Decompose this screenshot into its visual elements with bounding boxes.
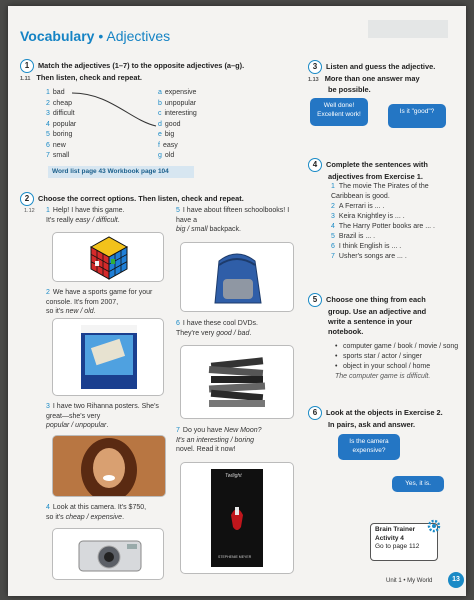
ex6-instructions bbox=[308, 406, 463, 430]
ex1-number: 1 bbox=[20, 59, 34, 73]
brain-trainer-page: Go to page 112 bbox=[375, 543, 420, 550]
backpack-image bbox=[180, 242, 294, 312]
ex1-right-item: d good bbox=[158, 120, 181, 128]
ex4-item: 4 The Harry Potter books are ... . bbox=[331, 223, 435, 230]
brain-trainer-activity: Activity 4 bbox=[375, 534, 404, 542]
header-strip bbox=[368, 20, 448, 38]
gear-icon bbox=[426, 518, 442, 534]
ex2-item-6: 6 I have these cool DVDs. They're very good / bad. bbox=[176, 320, 258, 337]
ex2-item-1: 1 Help! I have this game. It's really easy / difficult. bbox=[46, 207, 125, 224]
ex4-number: 4 bbox=[308, 158, 322, 172]
ex2-track: 1.12 bbox=[24, 208, 35, 214]
ex1-line2: Then listen, check and repeat. bbox=[36, 73, 142, 82]
ex5-bullet: • sports star / actor / singer bbox=[335, 352, 460, 362]
speech-bubble-yes-it-is: Yes, it is. bbox=[392, 476, 444, 492]
ex5-line4: notebook. bbox=[328, 327, 364, 336]
poster-portrait-image bbox=[52, 435, 166, 497]
title-main: Vocabulary bbox=[20, 28, 95, 44]
ex4-list bbox=[331, 182, 456, 262]
ex4-instructions bbox=[308, 158, 458, 182]
ex5-line3: write a sentence in your bbox=[328, 317, 413, 326]
ex2-item-3: 3 I have two Rihanna posters. She's great—she's very popular / unpopular. bbox=[46, 403, 159, 429]
ex1-left-item: 3 difficult bbox=[46, 110, 75, 117]
ex1-track: 1.11 bbox=[20, 76, 31, 82]
ex1-right-list bbox=[158, 88, 197, 162]
ex1-left-item: 2 cheap bbox=[46, 99, 72, 107]
ex5-bullet: • computer game / book / movie / song bbox=[335, 342, 460, 352]
ex4-line2: adjectives from Exercise 1. bbox=[328, 172, 423, 181]
ex1-left-item: 1 bad bbox=[46, 89, 65, 96]
ex6-line1: Look at the objects in Exercise 2. bbox=[326, 407, 443, 417]
ex1-left-item: 4 popular bbox=[46, 120, 77, 128]
title-sub: Adjectives bbox=[106, 28, 171, 44]
ex5-bullet: • object in your school / home bbox=[335, 362, 460, 372]
ex4-line1: Complete the sentences with bbox=[326, 159, 428, 169]
ex1-right-item: b unpopular bbox=[158, 99, 197, 107]
ex2-item-2: 2 We have a sports game for your console. It's from 2007, so it's new / old. bbox=[46, 289, 153, 315]
ex2-item-4: 4 Look at this camera. It's $750, so it's cheap / expensive. bbox=[46, 504, 147, 521]
ex6-line2: In pairs, ask and answer. bbox=[328, 420, 416, 429]
ex5-example: The computer game is difficult. bbox=[335, 373, 431, 380]
ex3-line1: Listen and guess the adjective. bbox=[326, 61, 436, 71]
textbook-page bbox=[8, 6, 466, 596]
speech-bubble-well-done: Well done! Excellent work! bbox=[310, 98, 368, 126]
camera-image bbox=[52, 528, 164, 580]
ex2-item-5: 5 I have about fifteen schoolbooks! I have a big / small backpack. bbox=[176, 207, 290, 233]
footer-unit: Unit 1 • My World bbox=[386, 578, 433, 584]
ex2-item-7: 7 Do you have New Moon? It's an interesting / boring novel. Read it now! bbox=[176, 427, 262, 453]
ex5-bullet-list bbox=[335, 342, 460, 382]
ex5-line2: group. Use an adjective and bbox=[328, 307, 427, 316]
ex6-number: 6 bbox=[308, 406, 322, 420]
ex1-right-item: c interesting bbox=[158, 110, 197, 117]
ex5-instructions bbox=[308, 293, 458, 337]
book-author: STEPHENIE MEYER bbox=[218, 555, 252, 559]
ex4-item: 3 Keira Knightley is ... . bbox=[331, 213, 405, 220]
dvd-stack-image bbox=[180, 345, 294, 419]
page-title bbox=[20, 28, 170, 44]
ex1-right-item: g old bbox=[158, 152, 175, 159]
ex3-number: 3 bbox=[308, 60, 322, 74]
game-case-image bbox=[52, 318, 164, 396]
ex4-item: 1 The movie The Pirates of the Caribbean is good. bbox=[331, 183, 429, 200]
speech-bubble-is-it-good: Is it "good"? bbox=[388, 104, 446, 128]
novel-cover-image bbox=[180, 462, 294, 574]
ex4-item: 6 I think English is ... . bbox=[331, 243, 402, 250]
ex2-line1: Choose the correct options. Then listen, check and repeat. bbox=[38, 193, 244, 203]
ex4-item: 5 Brazil is ... . bbox=[331, 233, 376, 240]
page-number: 13 bbox=[448, 572, 464, 588]
ex4-item: 7 Usher's songs are ... . bbox=[331, 253, 407, 260]
ex5-line1: Choose one thing from each bbox=[326, 294, 426, 304]
ex3-line2: More than one answer may bbox=[324, 74, 420, 83]
ex1-matching-line bbox=[70, 90, 160, 130]
ex3-line3: be possible. bbox=[328, 85, 371, 94]
book-title: Twilight bbox=[225, 473, 242, 479]
ex3-track: 1.13 bbox=[308, 77, 319, 83]
ex1-left-item: 7 small bbox=[46, 152, 70, 159]
ex5-number: 5 bbox=[308, 293, 322, 307]
ex1-instructions bbox=[20, 59, 290, 84]
ex1-left-item: 6 new bbox=[46, 141, 66, 149]
ex2-instructions bbox=[20, 192, 300, 206]
rubiks-cube-image bbox=[52, 232, 164, 282]
brain-trainer-title: Brain Trainer bbox=[375, 526, 416, 533]
wordlist-reference: Word list page 43 Workbook page 104 bbox=[48, 166, 194, 178]
title-separator: • bbox=[98, 28, 104, 44]
ex1-right-item: e big bbox=[158, 131, 175, 138]
ex1-line1: Match the adjectives (1–7) to the opposite adjectives (a–g). bbox=[38, 60, 245, 70]
ex3-instructions bbox=[308, 60, 458, 95]
speech-bubble-camera-question: Is the camera expensive? bbox=[338, 434, 400, 460]
ex2-number: 2 bbox=[20, 192, 34, 206]
ex1-right-item: f easy bbox=[158, 141, 178, 149]
ex1-right-item: a expensive bbox=[158, 89, 197, 96]
ex1-left-item: 5 boring bbox=[46, 131, 73, 138]
ex4-item: 2 A Ferrari is ... . bbox=[331, 203, 385, 210]
